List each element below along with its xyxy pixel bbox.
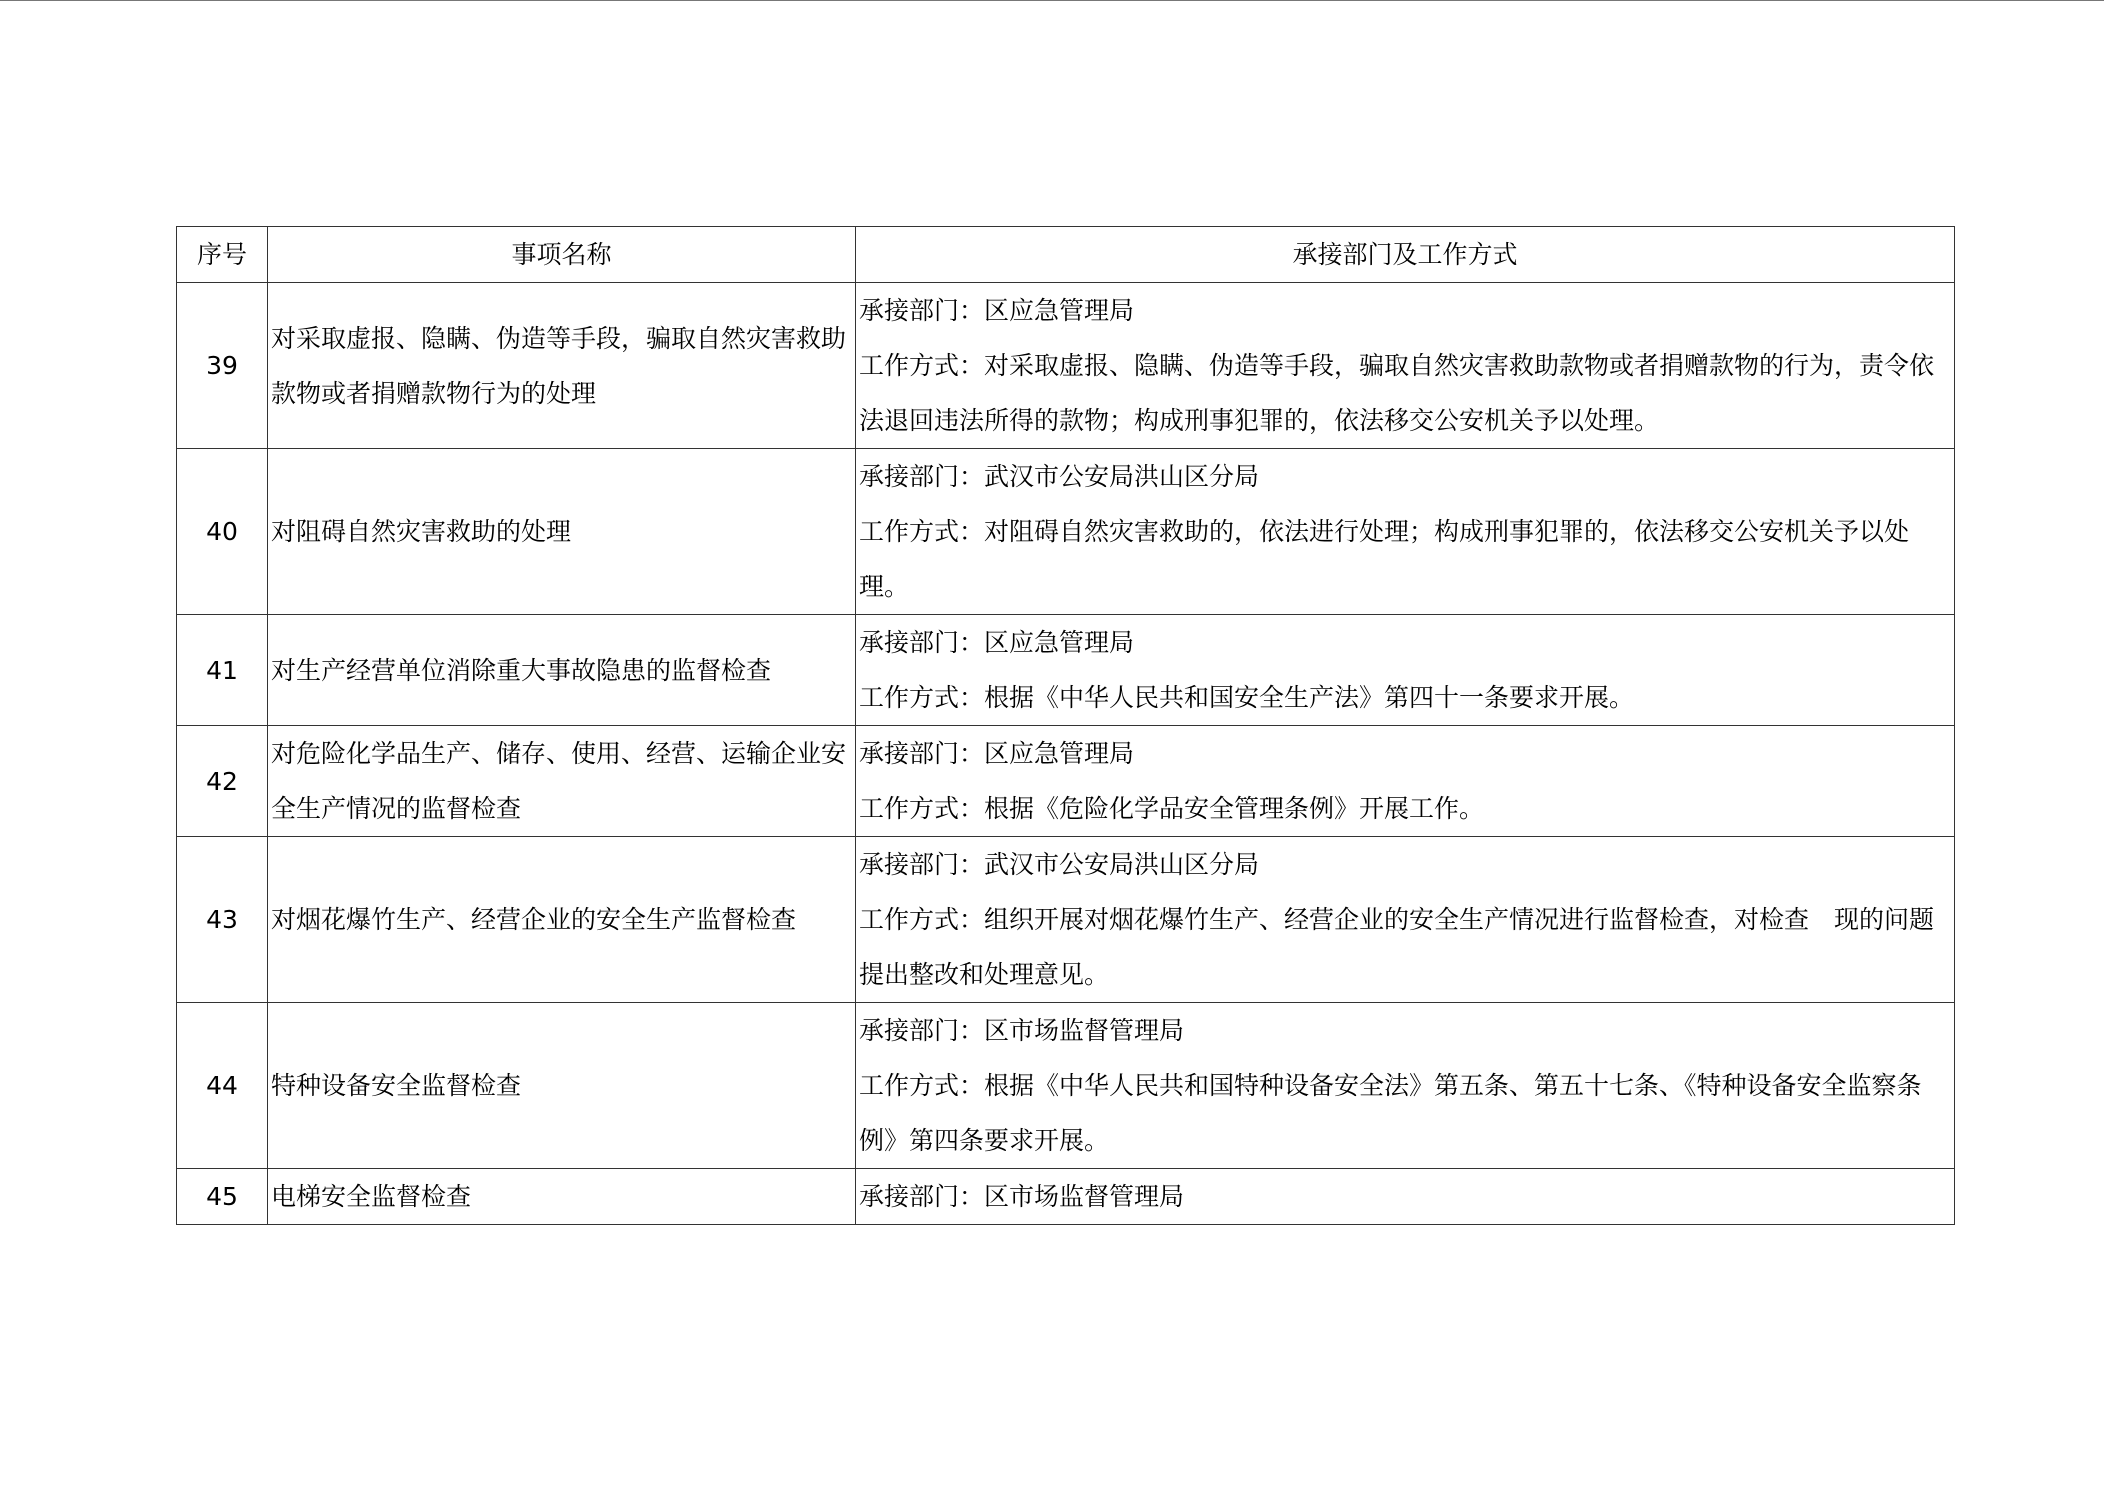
table-row: [177, 1169, 1955, 1225]
header-serial-number: 序号: [177, 227, 268, 283]
row-item-name: 对烟花爆竹生产、经营企业的安全生产监督检查: [268, 837, 856, 1003]
row-department: 承接部门：武汉市公安局洪山区分局: [859, 850, 1260, 879]
row-serial-number: 42: [177, 726, 268, 837]
row-department: 承接部门：区应急管理局: [859, 296, 1135, 325]
row-work-method: 工作方式：组织开展对烟花爆竹生产、经营企业的安全生产情况进行监督检查，对检查 现的问题提出整改和处理意见。: [859, 905, 1935, 989]
row-work-method: 工作方式：对采取虚报、隐瞒、伪造等手段，骗取自然灾害救助款物或者捐赠款物的行为，责令依法退回违法所得的款物；构成刑事犯罪的，依法移交公安机关予以处理。: [859, 351, 1935, 435]
table-row: [177, 283, 1955, 449]
page-top-rule: [0, 0, 2104, 1]
row-serial-number: 40: [177, 449, 268, 615]
row-department-cell: [856, 726, 1955, 837]
row-serial-number: 43: [177, 837, 268, 1003]
table-row: [177, 726, 1955, 837]
row-serial-number: 39: [177, 283, 268, 449]
matters-table: [176, 226, 1955, 1225]
row-work-method: 工作方式：根据《危险化学品安全管理条例》开展工作。: [859, 794, 1485, 823]
row-item-name: 对危险化学品生产、储存、使用、经营、运输企业安全生产情况的监督检查: [268, 726, 856, 837]
table-row: [177, 1003, 1955, 1169]
row-work-method: 工作方式：对阻碍自然灾害救助的，依法进行处理；构成刑事犯罪的，依法移交公安机关予以处理。: [859, 517, 1910, 601]
table-header-row: [177, 227, 1955, 283]
row-serial-number: 41: [177, 615, 268, 726]
row-department: 承接部门：区应急管理局: [859, 628, 1135, 657]
row-item-name: 电梯安全监督检查: [268, 1169, 856, 1225]
row-department-cell: [856, 837, 1955, 1003]
header-item-name: 事项名称: [268, 227, 856, 283]
table-row: [177, 837, 1955, 1003]
row-department-cell: [856, 449, 1955, 615]
row-department: 承接部门：区市场监督管理局: [859, 1016, 1185, 1045]
row-serial-number: 44: [177, 1003, 268, 1169]
row-item-name: 对生产经营单位消除重大事故隐患的监督检查: [268, 615, 856, 726]
row-department: 承接部门：区市场监督管理局: [859, 1182, 1185, 1211]
row-department-cell: [856, 1169, 1955, 1225]
row-work-method: 工作方式：根据《中华人民共和国特种设备安全法》第五条、第五十七条、《特种设备安全监察条例》第四条要求开展。: [859, 1071, 1922, 1155]
row-item-name: 特种设备安全监督检查: [268, 1003, 856, 1169]
table-row: [177, 449, 1955, 615]
row-serial-number: 45: [177, 1169, 268, 1225]
row-department-cell: [856, 615, 1955, 726]
table-row: [177, 615, 1955, 726]
row-item-name: 对采取虚报、隐瞒、伪造等手段，骗取自然灾害救助款物或者捐赠款物行为的处理: [268, 283, 856, 449]
header-department-and-method: 承接部门及工作方式: [856, 227, 1955, 283]
row-work-method: 工作方式：根据《中华人民共和国安全生产法》第四十一条要求开展。: [859, 683, 1635, 712]
row-item-name: 对阻碍自然灾害救助的处理: [268, 449, 856, 615]
row-department-cell: [856, 283, 1955, 449]
row-department: 承接部门：区应急管理局: [859, 739, 1135, 768]
row-department-cell: [856, 1003, 1955, 1169]
row-department: 承接部门：武汉市公安局洪山区分局: [859, 462, 1260, 491]
